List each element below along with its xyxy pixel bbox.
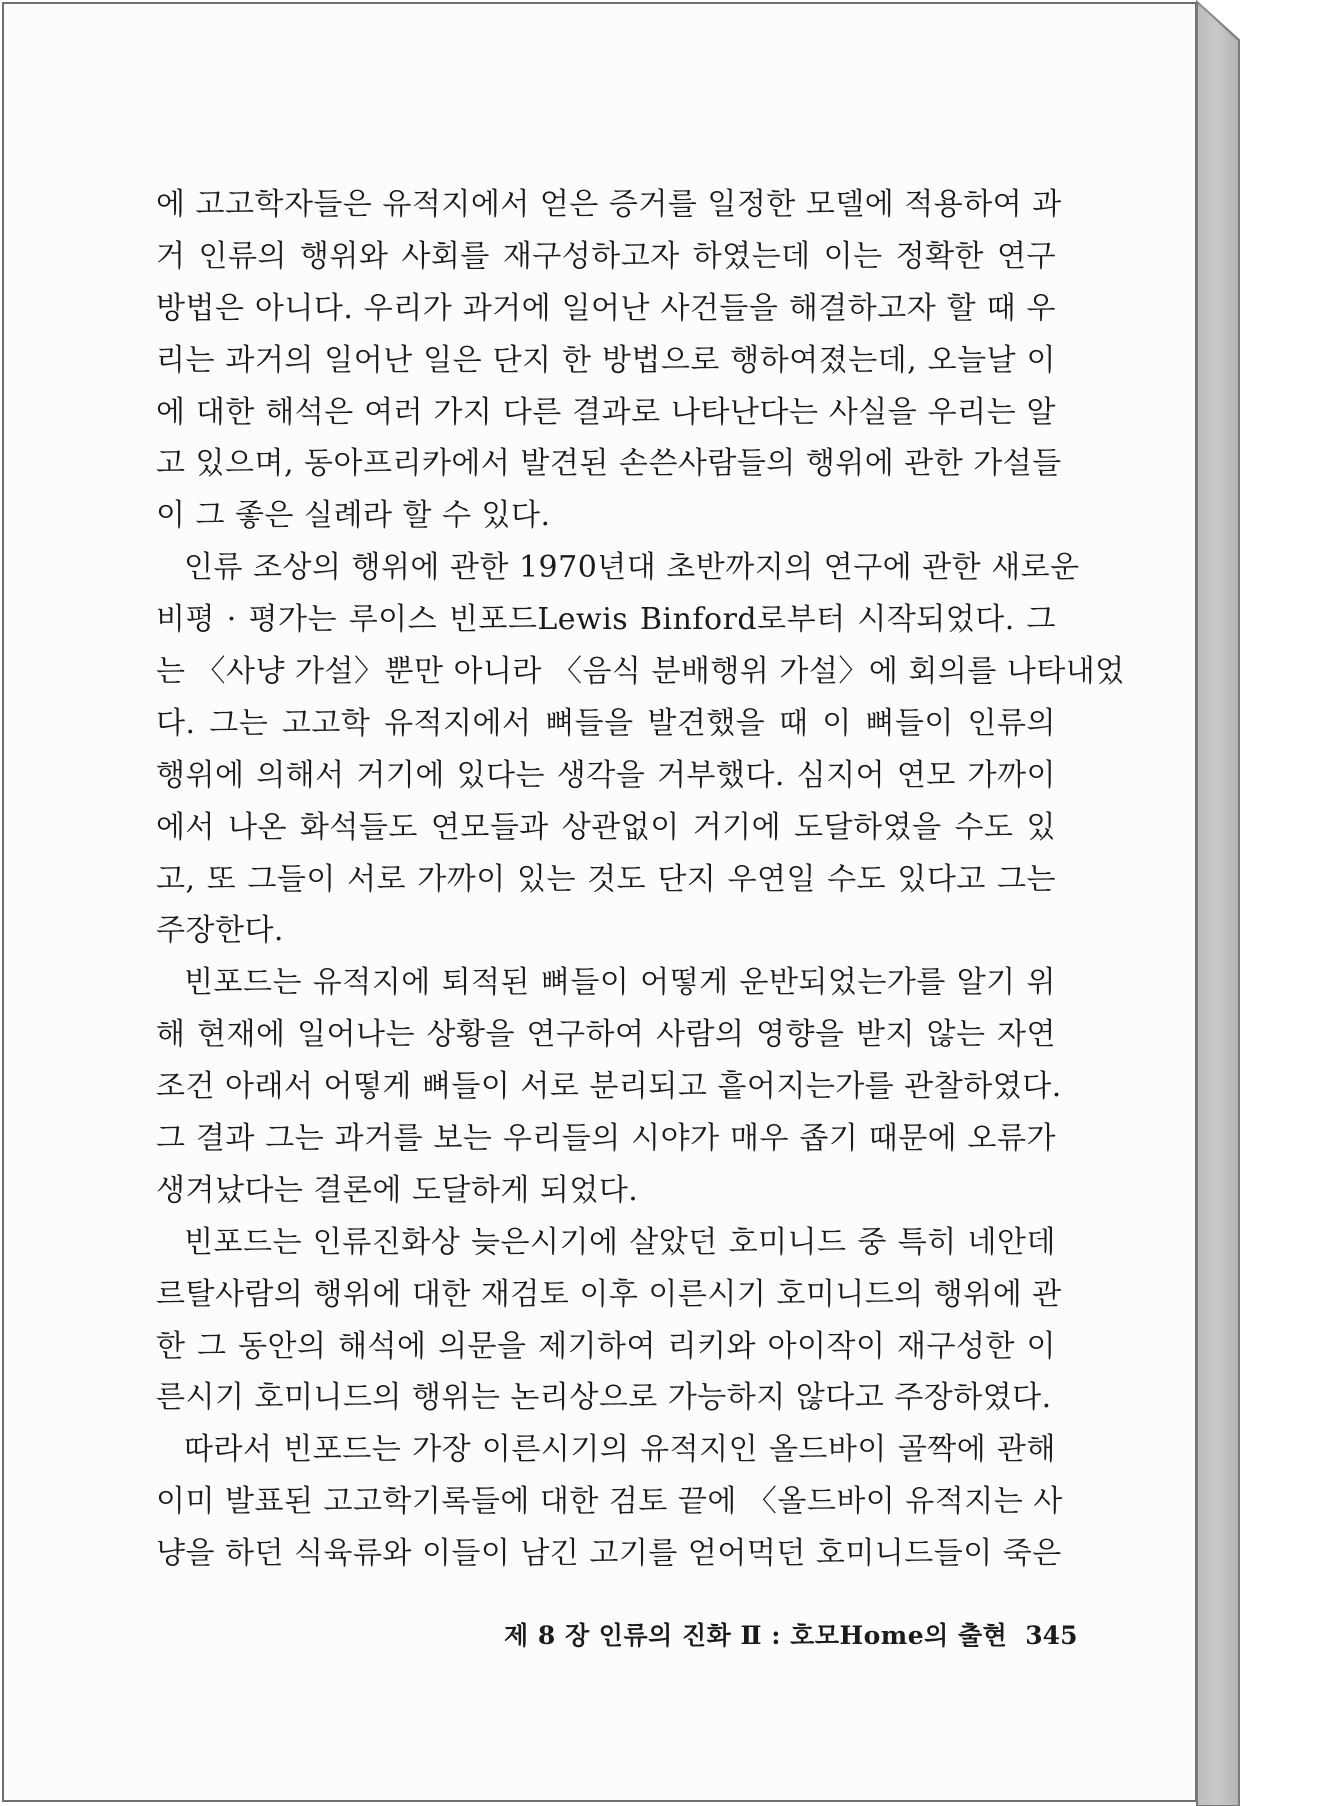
text-line: 주장한다. — [156, 913, 284, 949]
text-line: 이미 발표된 고고학기록들에 대한 검토 끝에 〈올드바이 유적지는 사 — [156, 1484, 1063, 1520]
text-line: 에서 나온 화석들도 연모들과 상관없이 거기에 도달하였을 수도 있 — [156, 809, 1056, 845]
chapter-title: 제 8 장 인류의 진화 Ⅱ : 호모Home의 출현 — [504, 1621, 1008, 1650]
page-stack-face — [1197, 2, 1239, 1806]
running-footer — [504, 1616, 1078, 1656]
text-line: 고, 또 그들이 서로 가까이 있는 것도 단지 우연일 수도 있다고 그는 — [156, 861, 1056, 897]
text-line: 에 대한 해석은 여러 가지 다른 결과로 나타난다는 사실을 우리는 알 — [156, 394, 1056, 430]
body-text — [156, 179, 1125, 1580]
text-line: 빈포드는 유적지에 퇴적된 뼈들이 어떻게 운반되었는가를 알기 위 — [184, 965, 1056, 1001]
book-page — [2, 2, 1197, 1802]
text-line: 생겨났다는 결론에 도달하게 되었다. — [156, 1172, 639, 1208]
text-line: 냥을 하던 식육류와 이들이 남긴 고기를 얻어먹던 호미니드들이 죽은 — [156, 1536, 1062, 1572]
text-line: 해 현재에 일어나는 상황을 연구하여 사람의 영향을 받지 않는 자연 — [156, 1017, 1056, 1053]
page-number: 345 — [1025, 1621, 1078, 1650]
text-line: 르탈사람의 행위에 대한 재검토 이후 이른시기 호미니드의 행위에 관 — [156, 1276, 1062, 1312]
text-line: 다. 그는 고고학 유적지에서 뼈들을 발견했을 때 이 뼈들이 인류의 — [156, 705, 1056, 741]
text-line: 는 〈사냥 가설〉뿐만 아니라 〈음식 분배행위 가설〉에 회의를 나타내었 — [156, 654, 1125, 690]
text-line: 행위에 의해서 거기에 있다는 생각을 거부했다. 심지어 연모 가까이 — [156, 757, 1056, 793]
text-line: 인류 조상의 행위에 관한 1970년대 초반까지의 연구에 관한 새로운 — [184, 550, 1080, 586]
text-line: 리는 과거의 일어난 일은 단지 한 방법으로 행하여졌는데, 오늘날 이 — [156, 342, 1056, 378]
text-line: 거 인류의 행위와 사회를 재구성하고자 하였는데 이는 정확한 연구 — [156, 238, 1056, 274]
text-line: 빈포드는 인류진화상 늦은시기에 살았던 호미니드 중 특히 네안데 — [184, 1224, 1056, 1260]
text-line: 그 결과 그는 과거를 보는 우리들의 시야가 매우 좁기 때문에 오류가 — [156, 1121, 1056, 1157]
text-line: 고 있으며, 동아프리카에서 발견된 손쓴사람들의 행위에 관한 가설들 — [156, 446, 1062, 482]
text-line: 비평 · 평가는 루이스 빈포드Lewis Binford로부터 시작되었다. 그 — [156, 602, 1056, 638]
page-stack-edge — [1197, 0, 1319, 1806]
text-line: 방법은 아니다. 우리가 과거에 일어난 사건들을 해결하고자 할 때 우 — [156, 290, 1056, 326]
text-line: 른시기 호미니드의 행위는 논리상으로 가능하지 않다고 주장하였다. — [156, 1380, 1052, 1416]
text-line: 이 그 좋은 실례라 할 수 있다. — [156, 498, 551, 534]
text-line: 에 고고학자들은 유적지에서 얻은 증거를 일정한 모델에 적용하여 과 — [156, 187, 1062, 222]
text-line: 한 그 동안의 해석에 의문을 제기하여 리키와 아이작이 재구성한 이 — [156, 1328, 1056, 1364]
text-line: 따라서 빈포드는 가장 이른시기의 유적지인 올드바이 골짝에 관해 — [184, 1432, 1056, 1468]
text-line: 조건 아래서 어떻게 뼈들이 서로 분리되고 흩어지는가를 관찰하였다. — [156, 1069, 1062, 1105]
